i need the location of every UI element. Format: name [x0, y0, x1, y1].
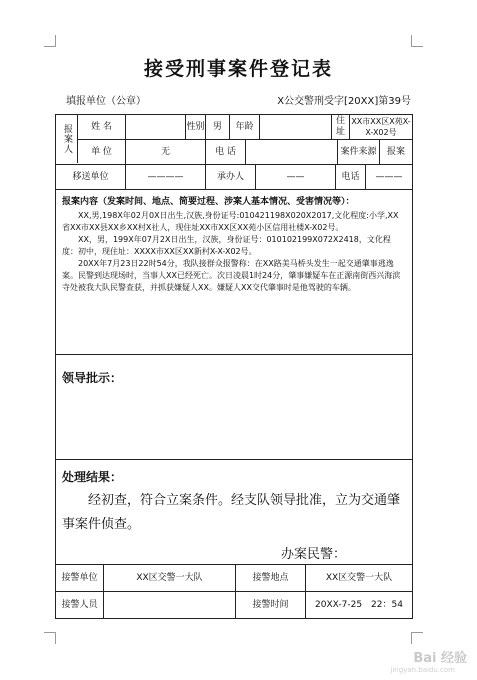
transfer-row — [56, 165, 412, 190]
details-paragraph: XX，男，199X年07月2X日出生，汉族，身份证号：010102199X072X2418，文化程度：初中，现住址：XXXX市XX区XX新村X-X-X02号。 — [62, 235, 391, 256]
unit-label: 单 位 — [78, 140, 126, 164]
address-value: XX市XX区X苑X-X-X02号 — [351, 117, 411, 137]
transfer-unit-value: ———— — [126, 165, 206, 189]
age-label: 年龄 — [230, 115, 260, 139]
officer-label: 办案民警： — [280, 547, 346, 562]
watermark-url: jingyan.baidu.com — [390, 666, 455, 674]
receiving-place-value: XX区交警一大队 — [325, 572, 393, 583]
receiver-label: 接警人员 — [56, 592, 104, 618]
receiving-place-label: 接警地点 — [236, 565, 306, 591]
leader-row — [56, 355, 412, 460]
receiver-value — [104, 592, 236, 618]
receiving-time-label: 接警时间 — [236, 592, 306, 618]
reporting-unit-label: 填报单位（公章） — [66, 96, 146, 107]
receiving-row-2 — [56, 592, 412, 618]
receiving-unit-value: XX区交警一大队 — [104, 565, 236, 591]
crop-mark — [411, 632, 423, 633]
receiving-row-1 — [56, 565, 412, 592]
phone-value — [246, 140, 338, 164]
gender-value: 男 — [206, 115, 230, 139]
complainant-row-1 — [78, 115, 412, 140]
document-number: X公交警刑受字[20XX]第39号 — [277, 96, 411, 107]
handler-label: 承办人 — [206, 165, 256, 189]
complainant-block — [56, 115, 412, 165]
details-paragraph: 20XX年7月23日22时54分，我队接群众报警称：在XX路美马桥头发生一起交通肇事逃逸案。民警到达现场时，当事人XX已经死亡。次日凌晨1时24分，肇事嫌疑车在正源南街西兴海滨寺处被我大队民警查获，并抓获嫌疑人XX。嫌疑人XX交代肇事时是他驾驶的车辆。 — [62, 259, 401, 292]
leader-instructions-title: 领导批示： — [62, 371, 123, 385]
crop-mark — [55, 35, 56, 47]
details-paragraph: XX,男,198X年02月0X日出生,汉族,身份证号:010421198X020X2017,文化程度:小学,XX省XX市XX县XX乡XX村X社人，现住址XX市XX区XX苑小区信用社楼X-X02号。 — [62, 211, 399, 232]
complainant-row-2 — [78, 140, 412, 164]
result-row — [56, 460, 412, 565]
details-row — [56, 190, 412, 355]
name-value — [126, 115, 186, 139]
crop-mark — [55, 632, 56, 644]
transfer-unit-label: 移送单位 — [56, 165, 126, 189]
age-value — [260, 115, 332, 139]
phone-label: 电 话 — [206, 140, 246, 164]
registration-table — [55, 114, 413, 619]
result-text: 经初查，符合立案条件。经支队领导批准，立为交通肇事案件侦查。 — [62, 493, 401, 532]
name-label: 姓 名 — [78, 115, 126, 139]
case-source-label: 案件来源 — [338, 140, 380, 164]
crop-mark — [411, 46, 423, 47]
result-title: 处理结果： — [62, 470, 123, 484]
case-source-value: 报案 — [386, 146, 405, 157]
document-title: 接受刑事案件登记表 — [143, 58, 333, 80]
crop-mark — [411, 35, 412, 47]
receiving-unit-label: 接警单位 — [56, 565, 104, 591]
phone2-label: 电话 — [336, 165, 366, 189]
crop-mark — [411, 632, 412, 644]
watermark-logo: Bai 经验 — [413, 651, 467, 666]
phone2-value: ——— — [375, 171, 403, 182]
receiving-time-value: 20XX-7-25 22：54 — [315, 599, 403, 610]
handler-value: —— — [256, 165, 336, 189]
details-title: 报案内容（发案时间、地点、简要过程、涉案人基本情况、受害情况等）： — [62, 197, 355, 207]
complainant-side-label: 报案人 — [56, 115, 78, 163]
gender-label: 性别 — [186, 115, 206, 139]
unit-value: 无 — [126, 140, 206, 164]
address-label: 住址 — [332, 115, 350, 139]
